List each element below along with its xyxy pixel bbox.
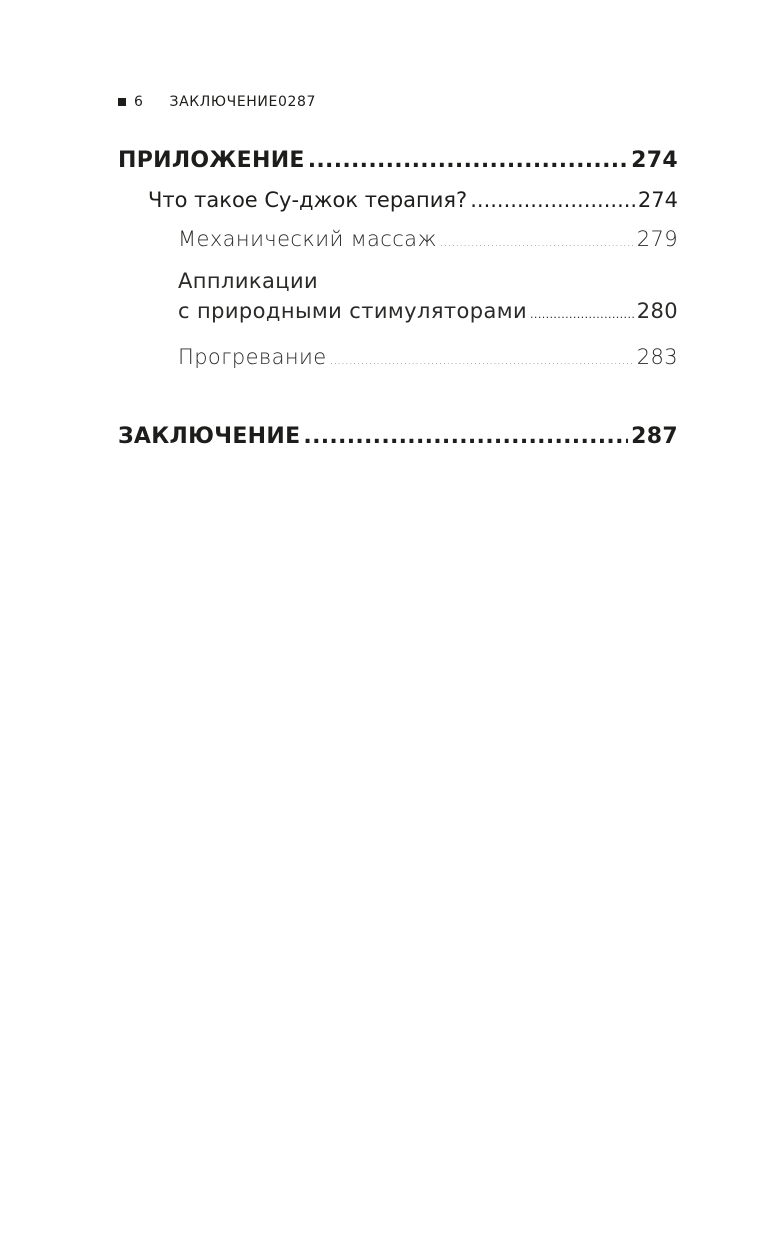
toc-entry-page: 283 bbox=[636, 345, 678, 369]
toc-entry-warming[interactable] bbox=[178, 345, 678, 369]
toc-entry-page: 274 bbox=[637, 188, 678, 212]
header-page-number: 6 bbox=[134, 94, 144, 110]
toc-entry-title: Прогревание bbox=[178, 345, 327, 369]
dot-leader bbox=[330, 354, 634, 367]
toc-entry-title: ЗАКЛЮЧЕНИЕ bbox=[118, 424, 301, 449]
toc-entry-title: ПРИЛОЖЕНИЕ bbox=[118, 148, 305, 173]
dot-leader bbox=[303, 424, 628, 449]
toc-entry-title-line2: с природными стимуляторами bbox=[178, 299, 528, 323]
toc-entry-su-jok[interactable] bbox=[148, 188, 678, 212]
toc-entry-page: 274 bbox=[631, 148, 678, 173]
dot-leader bbox=[308, 148, 628, 173]
table-of-contents bbox=[118, 148, 678, 449]
toc-entry-conclusion[interactable] bbox=[118, 424, 678, 449]
square-bullet-icon bbox=[118, 98, 126, 106]
running-header bbox=[118, 94, 316, 110]
header-section-title: ЗАКЛЮЧЕНИЕ0287 bbox=[169, 94, 316, 110]
dot-leader bbox=[440, 236, 634, 249]
toc-entry-page: 279 bbox=[636, 227, 678, 251]
toc-entry-title: Что такое Су-джок терапия? bbox=[148, 188, 468, 212]
toc-entry-applications[interactable] bbox=[178, 266, 678, 330]
toc-entry-title: Механический массаж bbox=[178, 227, 437, 251]
toc-entry-title-line1: Аппликации bbox=[178, 269, 319, 293]
toc-entry-page: 287 bbox=[631, 424, 678, 449]
toc-entry-appendix[interactable] bbox=[118, 148, 678, 173]
dot-leader bbox=[530, 300, 634, 330]
toc-entry-massage[interactable] bbox=[178, 227, 678, 251]
toc-entry-page: 280 bbox=[636, 299, 678, 323]
dot-leader bbox=[470, 188, 635, 212]
section-spacer bbox=[118, 369, 678, 424]
